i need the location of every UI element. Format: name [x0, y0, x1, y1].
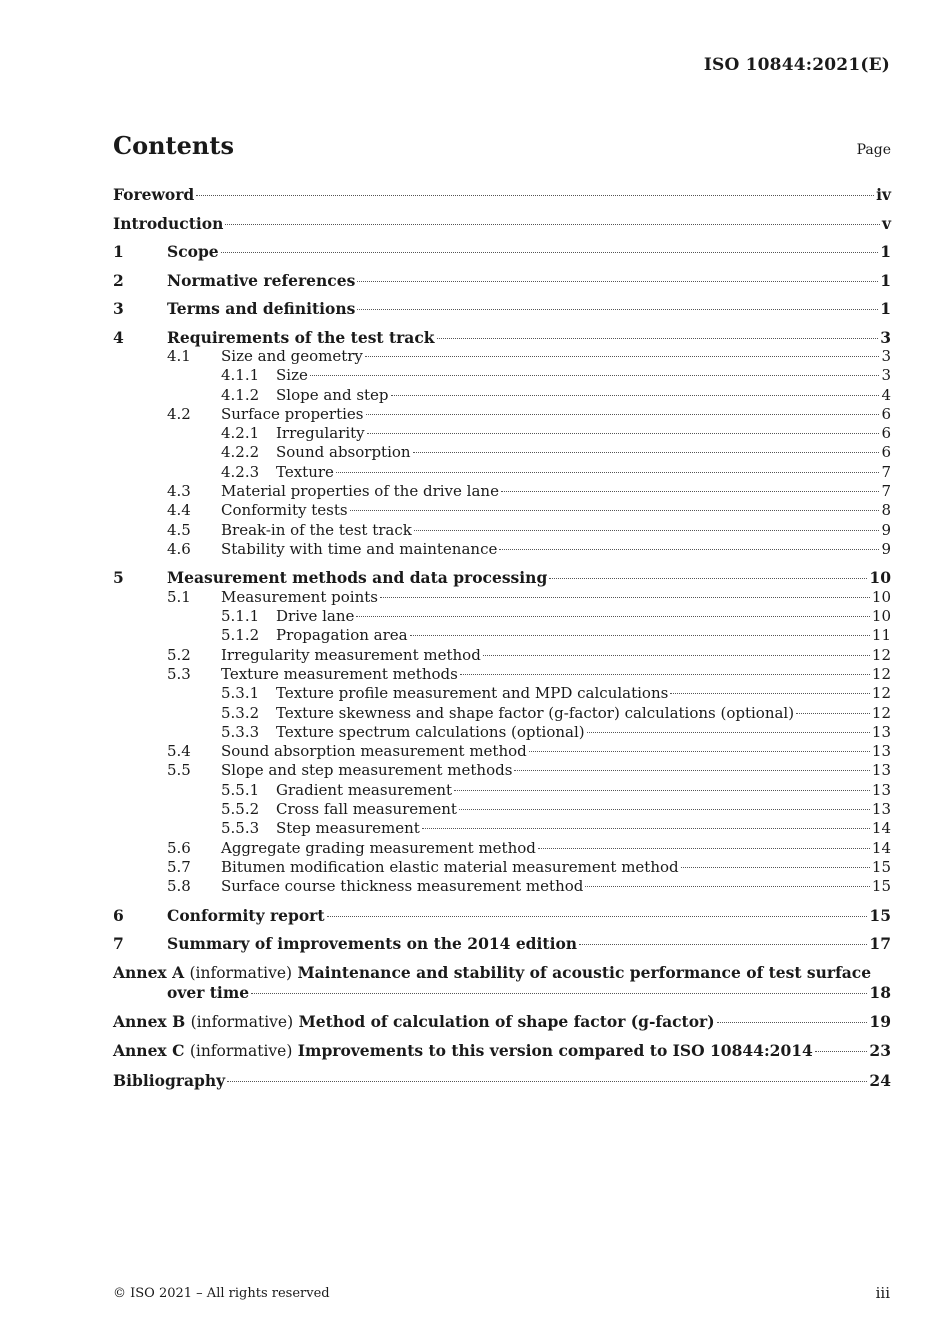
page-number: iii [875, 1284, 890, 1302]
toc-page-number: 13 [871, 800, 891, 819]
dot-leader [796, 713, 870, 714]
dot-leader [579, 944, 867, 945]
toc-section-number: 4.6 [167, 539, 191, 558]
toc-entry[interactable] [113, 906, 891, 926]
toc-page-number: 13 [871, 722, 891, 741]
dot-leader [196, 195, 874, 196]
toc-entry[interactable] [113, 540, 891, 559]
toc-page-number: 14 [871, 838, 891, 857]
toc-page-number: 6 [881, 404, 891, 423]
dot-leader [459, 809, 870, 810]
annex-type: (informative) [189, 1042, 293, 1061]
toc-title: Slope and step [276, 385, 389, 404]
dot-leader [414, 530, 880, 531]
toc-section-number: 5.1.2 [221, 626, 260, 645]
toc-title: Summary of improvements on the 2014 edition [167, 934, 578, 954]
toc-page-number: 12 [871, 645, 891, 664]
annex-title: Maintenance and stability of acoustic performance of test surface [297, 962, 872, 982]
toc-section-number: 7 [113, 934, 124, 954]
toc-entry[interactable] [113, 781, 891, 800]
toc-title: Requirements of the test track [167, 327, 435, 347]
toc-title: Propagation area [276, 626, 408, 645]
dot-leader [499, 549, 879, 550]
toc-entry[interactable] [113, 665, 891, 684]
toc-section-number: 4.2 [167, 404, 191, 423]
toc-page-number: 4 [881, 385, 891, 404]
dot-leader [366, 414, 880, 415]
toc-entry[interactable] [113, 386, 891, 405]
toc-page-number: 13 [871, 780, 891, 799]
toc-page-number: 24 [869, 1070, 891, 1090]
toc-entry[interactable] [113, 819, 891, 838]
toc-title: Foreword [113, 185, 195, 204]
toc-page-number: iv [876, 185, 891, 204]
toc-page-number: 23 [869, 1041, 891, 1061]
dot-leader [501, 491, 879, 492]
toc-section-number: 5.4 [167, 742, 191, 761]
toc-page-number: 15 [869, 905, 891, 925]
dot-leader [327, 916, 868, 917]
toc-section-number: 4.1.2 [221, 385, 260, 404]
dot-leader [367, 433, 880, 434]
toc-title: Material properties of the drive lane [221, 482, 499, 501]
toc-title: Slope and step measurement methods [221, 761, 513, 780]
toc-page-number: 3 [880, 327, 891, 347]
toc-entry[interactable] [113, 800, 891, 819]
toc-entry[interactable] [113, 521, 891, 540]
toc-section-number: 4.2.2 [221, 443, 260, 462]
toc-page-number: 12 [871, 664, 891, 683]
dot-leader [221, 252, 879, 253]
toc-section-number: 5.1 [167, 587, 191, 606]
toc-page-number: 17 [869, 934, 891, 954]
annex-label: Annex A [113, 962, 185, 982]
dot-leader [391, 395, 880, 396]
dot-leader [483, 655, 870, 656]
toc-title: Texture profile measurement and MPD calculations [276, 684, 669, 703]
dot-leader [422, 828, 870, 829]
toc-section-number: 5.7 [167, 857, 191, 876]
toc-title: Size [276, 366, 308, 385]
dot-leader [357, 309, 878, 310]
toc-page-number: 9 [881, 520, 891, 539]
toc-title: Conformity report [167, 905, 325, 925]
toc-section-number: 3 [113, 299, 124, 318]
toc-annex-a[interactable] [113, 963, 891, 1003]
toc-title: Cross fall measurement [276, 800, 457, 819]
toc-entry[interactable] [113, 934, 891, 954]
toc-section-number: 5.3.2 [221, 703, 260, 722]
toc-section-number: 4.5 [167, 520, 191, 539]
dot-leader [549, 578, 867, 579]
toc-entry[interactable] [113, 568, 891, 588]
toc-entry[interactable] [113, 328, 891, 348]
dot-leader [514, 770, 869, 771]
document-id: ISO 10844:2021(E) [703, 55, 890, 75]
toc-section-number: 5.3 [167, 664, 191, 683]
toc-title: Break-in of the test track [221, 520, 412, 539]
toc-entry[interactable] [113, 684, 891, 703]
toc-page-number: 9 [881, 539, 891, 558]
toc-entry[interactable] [113, 626, 891, 645]
annex-title-continued: over time [167, 983, 250, 1003]
toc-section-number: 5.3.1 [221, 684, 260, 703]
toc-section-number: 4.1 [167, 347, 191, 365]
page-column-label: Page [856, 142, 891, 158]
toc-title: Irregularity measurement method [221, 645, 481, 664]
toc-entry[interactable] [113, 646, 891, 665]
toc-title: Sound absorption [276, 443, 411, 462]
toc-section-number: 6 [113, 905, 124, 925]
toc-annex-b[interactable] [113, 1012, 891, 1033]
toc-title: Aggregate grading measurement method [221, 838, 536, 857]
dot-leader [357, 281, 878, 282]
toc-entry[interactable] [113, 723, 891, 742]
toc-page-number: 6 [881, 443, 891, 462]
toc-title: Texture [276, 462, 334, 481]
annex-type: (informative) [190, 1012, 294, 1031]
toc-title: Normative references [167, 270, 356, 290]
toc-page-number: 15 [871, 857, 891, 876]
toc-entry[interactable] [113, 839, 891, 858]
toc-page-number: 13 [871, 742, 891, 761]
toc-entry[interactable] [113, 424, 891, 443]
dot-leader [815, 1051, 868, 1052]
toc-section-number: 1 [113, 242, 124, 261]
toc-entry[interactable] [113, 271, 891, 291]
toc-section-number: 4.2.1 [221, 424, 260, 443]
toc-page-number: 12 [871, 684, 891, 703]
dot-leader [587, 732, 870, 733]
toc-entry[interactable] [113, 761, 891, 780]
toc-section-number: 4.4 [167, 501, 191, 520]
toc-section-number: 5.5.2 [221, 800, 260, 819]
toc-annex-c[interactable] [113, 1041, 891, 1062]
dot-leader [437, 338, 879, 339]
toc-title: Texture measurement methods [221, 664, 458, 683]
toc-title: Bibliography [113, 1070, 226, 1090]
dot-leader [336, 472, 880, 473]
toc-title: Texture spectrum calculations (optional) [276, 722, 585, 741]
toc-entry[interactable] [113, 299, 891, 319]
toc-page-number: 19 [869, 1011, 891, 1031]
toc-bibliography[interactable] [113, 1071, 891, 1091]
toc-entry[interactable] [113, 877, 891, 896]
dot-leader [356, 616, 870, 617]
toc-title: Drive lane [276, 607, 355, 626]
toc-page-number: 14 [871, 819, 891, 838]
toc-section-number: 5.6 [167, 838, 191, 857]
annex-title: Method of calculation of shape factor (g-factor) [298, 1011, 715, 1031]
dot-leader [454, 790, 870, 791]
toc-page-number: 13 [871, 761, 891, 780]
toc-page-number: 10 [871, 607, 891, 626]
dot-leader [350, 510, 880, 511]
annex-type: (informative) [189, 963, 293, 982]
toc-page-number: 7 [881, 462, 891, 481]
toc-title: Surface properties [221, 404, 364, 423]
dot-leader [681, 867, 870, 868]
dot-leader [460, 674, 870, 675]
toc-page-number: 1 [880, 242, 891, 261]
dot-leader [717, 1022, 868, 1023]
dot-leader [538, 848, 870, 849]
toc-title: Terms and definitions [167, 299, 356, 318]
table-of-contents [113, 185, 891, 1090]
toc-page-number: 10 [871, 587, 891, 606]
dot-leader [413, 452, 880, 453]
toc-page-number: 1 [880, 270, 891, 290]
dot-leader [227, 1081, 867, 1082]
toc-section-number: 5.1.1 [221, 607, 260, 626]
dot-leader [410, 635, 870, 636]
toc-section-number: 5.5.1 [221, 780, 260, 799]
toc-title: Stability with time and maintenance [221, 539, 498, 558]
toc-entry[interactable] [113, 366, 891, 385]
toc-section-number: 4.3 [167, 482, 191, 501]
toc-entry[interactable] [113, 588, 891, 607]
dot-leader [251, 993, 867, 994]
annex-label: Annex B [113, 1011, 186, 1031]
toc-section-number: 5.5 [167, 761, 191, 780]
toc-section-number: 2 [113, 270, 124, 290]
contents-heading: Contents [113, 131, 234, 160]
dot-leader [670, 693, 870, 694]
toc-entry[interactable] [113, 501, 891, 520]
toc-page-number: 3 [881, 366, 891, 385]
toc-entry[interactable] [113, 742, 891, 761]
toc-entry[interactable] [113, 347, 891, 366]
toc-title: Sound absorption measurement method [221, 742, 527, 761]
toc-page-number: 18 [869, 983, 891, 1003]
toc-entry[interactable] [113, 607, 891, 626]
dot-leader [585, 886, 870, 887]
annex-title: Improvements to this version compared to ISO 10844:2014 [297, 1041, 813, 1061]
toc-entry[interactable] [113, 463, 891, 482]
toc-section-number: 4.2.3 [221, 462, 260, 481]
toc-page-number: 1 [880, 299, 891, 318]
toc-title: Conformity tests [221, 501, 348, 520]
toc-title: Texture skewness and shape factor (g-factor) calculations (optional) [276, 703, 795, 722]
toc-entry[interactable] [113, 858, 891, 877]
toc-section-number: 5.8 [167, 877, 191, 896]
toc-section-number: 4.1.1 [221, 366, 260, 385]
toc-page-number: 7 [881, 482, 891, 501]
toc-title: Size and geometry [221, 347, 363, 365]
toc-entry[interactable] [113, 185, 891, 205]
toc-title: Measurement points [221, 587, 378, 606]
toc-page-number: v [881, 213, 891, 233]
toc-entry[interactable] [113, 443, 891, 462]
toc-title: Bitumen modification elastic material measurement method [221, 857, 679, 876]
toc-entry[interactable] [113, 242, 891, 262]
toc-entry[interactable] [113, 482, 891, 501]
toc-page-number: 12 [871, 703, 891, 722]
toc-title: Introduction [113, 213, 224, 233]
toc-section-number: 5.2 [167, 645, 191, 664]
toc-page-number: 3 [881, 347, 891, 365]
toc-section-number: 5.5.3 [221, 819, 260, 838]
toc-page-number: 6 [881, 424, 891, 443]
dot-leader [365, 356, 880, 357]
dot-leader [529, 751, 870, 752]
toc-title: Surface course thickness measurement method [221, 877, 584, 896]
toc-entry[interactable] [113, 405, 891, 424]
toc-title: Irregularity [276, 424, 365, 443]
toc-title: Gradient measurement [276, 780, 453, 799]
toc-section-number: 5 [113, 568, 124, 588]
toc-section-number: 4 [113, 327, 124, 347]
toc-section-number: 5.3.3 [221, 722, 260, 741]
dot-leader [310, 375, 880, 376]
toc-entry[interactable] [113, 214, 891, 234]
toc-page-number: 10 [869, 568, 891, 588]
toc-title: Scope [167, 242, 219, 261]
annex-label: Annex C [113, 1041, 185, 1061]
toc-title: Measurement methods and data processing [167, 568, 548, 588]
dot-leader [225, 224, 880, 225]
toc-page-number: 11 [871, 626, 891, 645]
toc-title: Step measurement [276, 819, 420, 838]
toc-page-number: 15 [871, 877, 891, 896]
toc-page-number: 8 [881, 501, 891, 520]
copyright-notice: © ISO 2021 – All rights reserved [113, 1286, 330, 1301]
dot-leader [380, 597, 870, 598]
toc-entry[interactable] [113, 704, 891, 723]
